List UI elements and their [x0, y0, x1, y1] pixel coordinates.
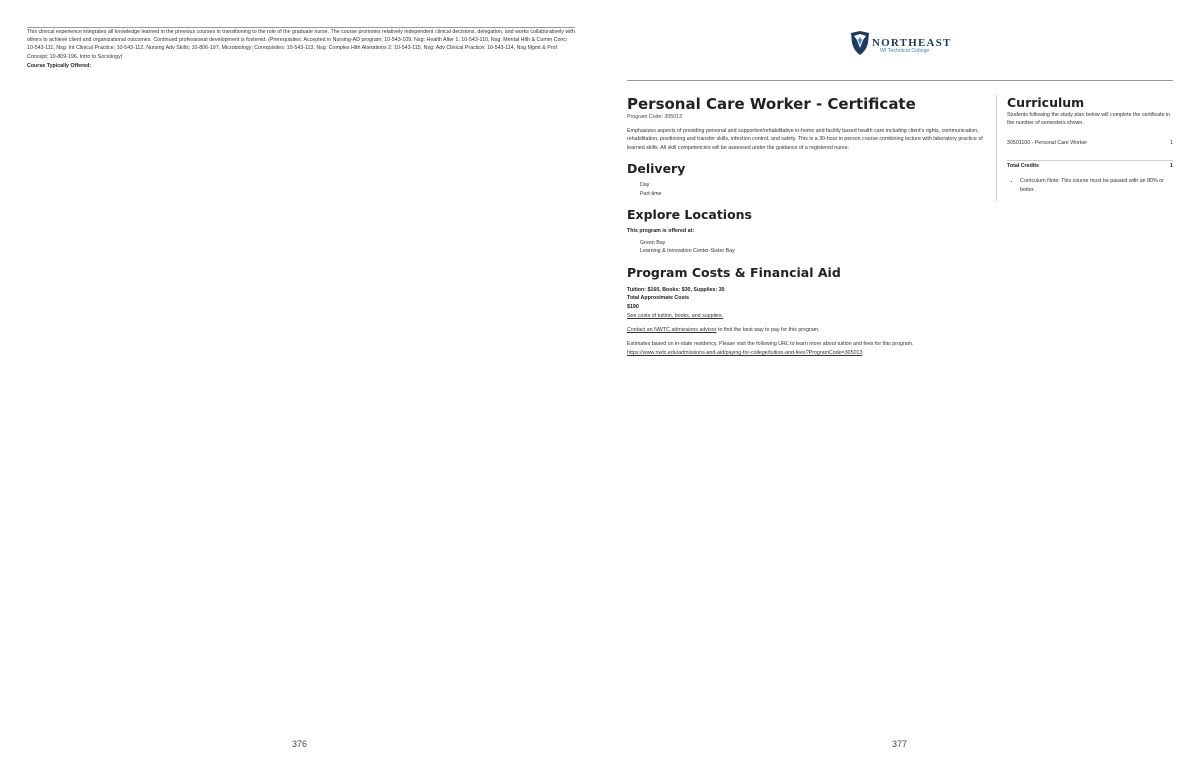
- program-title: Personal Care Worker - Certificate: [627, 95, 916, 113]
- curriculum-sidebar: [1007, 95, 1173, 194]
- course-credits: 1: [1170, 140, 1173, 147]
- program-code: Program Code: 305013: [627, 114, 683, 120]
- list-item: Green Bay: [640, 240, 666, 247]
- estimate-note: Estimates based on in-state residency. Please visit the following URL to learn more about tuition and fees for this program.: [627, 341, 914, 348]
- delivery-list: [640, 181, 987, 198]
- college-logo: [850, 30, 960, 58]
- main-column: [627, 96, 987, 357]
- locations-heading: Explore Locations: [627, 207, 752, 223]
- page-number: 377: [892, 739, 908, 749]
- cost-breakdown: Tuition: $160, Books: $30, Supplies: 30: [627, 286, 725, 293]
- program-description: Emphasizes aspects of providing personal and supportive/rehabilitative in-home and facility based health care including client's rights, communication, rehabilitation, positioning and transfer skills, infection control, and safety. This is a 30-hour in person course combining lecture with laboratory practice of learned skills. All skill competencies will be assessed under the guidance of a registered nurse.: [627, 128, 983, 151]
- total-costs-label: Total Approximate Costs: [627, 295, 690, 302]
- page-number: 376: [292, 739, 308, 749]
- costs-heading: Program Costs & Financial Aid: [627, 264, 841, 280]
- list-item: • Curriculum Note: This course must be passed with an 80% or better.: [1020, 177, 1173, 194]
- sidebar-divider: [996, 95, 997, 201]
- curriculum-intro: Students following the study plan below will complete the certificate in the number of semesters shown.: [1007, 112, 1171, 127]
- tuition-url-link[interactable]: https://www.nwtc.edu/admissions-and-aid/paying-for-college/tuition-and-fees?ProgramCode=305013: [627, 349, 863, 356]
- shield-logo-icon: [850, 31, 870, 55]
- header-divider: [627, 80, 1173, 81]
- advisor-text: to find the best way to pay for this program.: [716, 327, 820, 334]
- list-item: Learning & Innovation Center-Sister Bay: [640, 248, 735, 255]
- credits-divider: [1007, 160, 1173, 161]
- delivery-heading: Delivery: [627, 161, 686, 177]
- costs-block: [627, 286, 987, 320]
- advisor-link[interactable]: Contact an NWTC admissions advisor: [627, 327, 717, 334]
- logo-subtitle: WI Technical College: [880, 48, 930, 54]
- logo-name: NORTHEAST: [872, 37, 952, 49]
- curriculum-heading: Curriculum: [1007, 95, 1085, 110]
- locations-label: This program is offered at:: [627, 228, 695, 235]
- page-right: [600, 0, 1200, 776]
- total-costs-value: $190: [627, 304, 639, 311]
- course-row: [1007, 140, 1173, 146]
- list-item: Day: [640, 182, 650, 189]
- total-credits-label: Total Credits: [1007, 163, 1039, 170]
- course-offered-label: Course Typically Offered:: [27, 63, 92, 69]
- costs-link[interactable]: See costs of tuition, books, and supplies.: [627, 312, 723, 319]
- curriculum-notes: [1007, 177, 1173, 194]
- course-name: 30501100 - Personal Care Worker: [1007, 140, 1088, 147]
- locations-list: [640, 239, 987, 256]
- list-item: Part-time: [640, 190, 662, 197]
- advisor-line: [627, 326, 987, 334]
- course-description-paragraph: This clinical experience integrates all knowledge learned in the previous courses in transitioning to the role of the graduate nurse. The course promotes relatively independent clinical decisions, delegation, and works collaboratively with others to achieve client and organizational outcomes. Continued professional development is fostered. (Prerequisites: Accepted in Nursing-AD program; 10-543-109, Nsg: Health Alter 1; 10-543-110, Nsg: Mental Hlth & Comm Conc; 10-543-111, Nsg: Int Clinical Practice; 10-543-112, Nursing Adv Skills; 10-806-197, Microbiology; Corequisites: 10-543-113, Nsg: Complex Hlth Alterations 2; 10-543-115, Nsg: Adv Clinical Practice; 10-543-114, Nsg Mgmt & Prof Concept; 10-809-196, Intro to Sociology): [27, 29, 575, 60]
- total-credits-value: 1: [1170, 163, 1173, 170]
- total-credits-row: [1007, 163, 1173, 169]
